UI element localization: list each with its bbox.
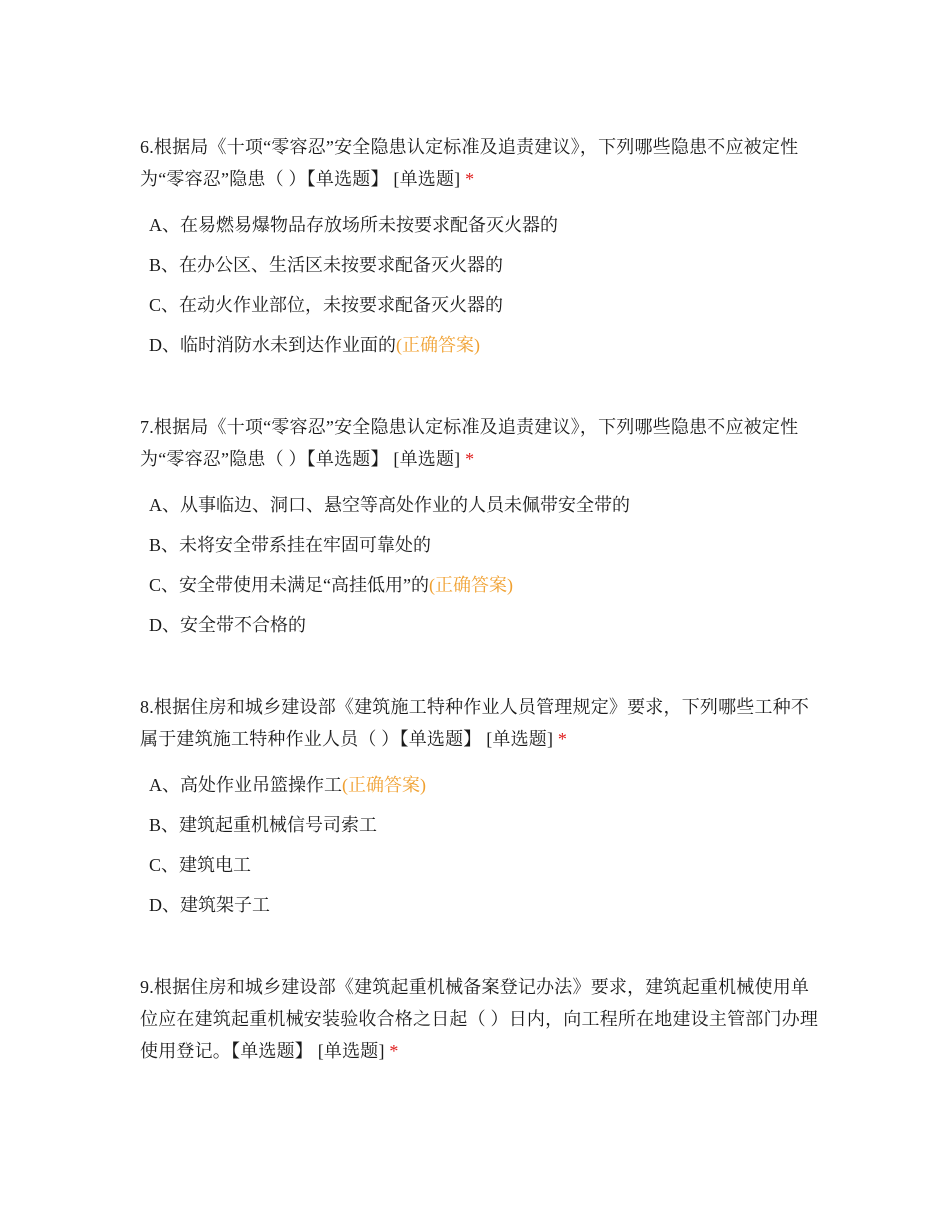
required-mark: * xyxy=(465,169,475,189)
option-a[interactable] xyxy=(140,485,820,525)
question-stem xyxy=(140,691,820,755)
option-text: C、在动火作业部位，未按要求配备灭火器的 xyxy=(149,295,504,315)
option-text: C、建筑电工 xyxy=(149,855,252,875)
correct-answer-tag: (正确答案) xyxy=(396,335,480,355)
options-list xyxy=(140,485,820,645)
option-text: B、建筑起重机械信号司索工 xyxy=(149,815,378,835)
option-text: B、未将安全带系挂在牢固可靠处的 xyxy=(149,535,432,555)
option-text: A、从事临边、洞口、悬空等高处作业的人员未佩带安全带的 xyxy=(149,495,630,515)
option-c[interactable] xyxy=(140,845,820,885)
question-stem-text: 8.根据住房和城乡建设部《建筑施工特种作业人员管理规定》要求，下列哪些工种不属于建筑施工特种作业人员（ ）【单选题】 [单选题] xyxy=(140,697,810,749)
options-list xyxy=(140,765,820,925)
question-stem-text: 9.根据住房和城乡建设部《建筑起重机械备案登记办法》要求，建筑起重机械使用单位应在建筑起重机械安装验收合格之日起（ ）日内，向工程所在地建设主管部门办理使用登记。【单选题】 [单选题] xyxy=(140,977,819,1061)
question-stem xyxy=(140,971,820,1067)
option-text: A、高处作业吊篮操作工 xyxy=(149,775,342,795)
question-6 xyxy=(140,131,820,365)
option-text: D、安全带不合格的 xyxy=(149,615,306,635)
option-b[interactable] xyxy=(140,525,820,565)
option-d[interactable] xyxy=(140,885,820,925)
option-c[interactable] xyxy=(140,565,820,605)
option-text: D、临时消防水未到达作业面的 xyxy=(149,335,396,355)
option-b[interactable] xyxy=(140,805,820,845)
option-text: C、安全带使用未满足“高挂低用”的 xyxy=(149,575,429,595)
question-stem-text: 7.根据局《十项“零容忍”安全隐患认定标准及追责建议》，下列哪些隐患不应被定性为“零容忍”隐患（ ）【单选题】 [单选题] xyxy=(140,417,799,469)
option-d[interactable] xyxy=(140,325,820,365)
question-9 xyxy=(140,971,820,1067)
question-stem-text: 6.根据局《十项“零容忍”安全隐患认定标准及追责建议》，下列哪些隐患不应被定性为“零容忍”隐患（ ）【单选题】 [单选题] xyxy=(140,137,799,189)
required-mark: * xyxy=(465,449,475,469)
option-text: D、建筑架子工 xyxy=(149,895,270,915)
option-text: B、在办公区、生活区未按要求配备灭火器的 xyxy=(149,255,504,275)
required-mark: * xyxy=(389,1041,399,1061)
option-d[interactable] xyxy=(140,605,820,645)
option-b[interactable] xyxy=(140,245,820,285)
options-list xyxy=(140,205,820,365)
correct-answer-tag: (正确答案) xyxy=(342,775,426,795)
option-c[interactable] xyxy=(140,285,820,325)
question-stem xyxy=(140,131,820,195)
question-stem xyxy=(140,411,820,475)
question-8 xyxy=(140,691,820,925)
option-a[interactable] xyxy=(140,205,820,245)
question-7 xyxy=(140,411,820,645)
required-mark: * xyxy=(557,729,568,749)
correct-answer-tag: (正确答案) xyxy=(428,575,513,595)
option-text: A、在易燃易爆物品存放场所未按要求配备灭火器的 xyxy=(149,215,558,235)
option-a[interactable] xyxy=(140,765,820,805)
